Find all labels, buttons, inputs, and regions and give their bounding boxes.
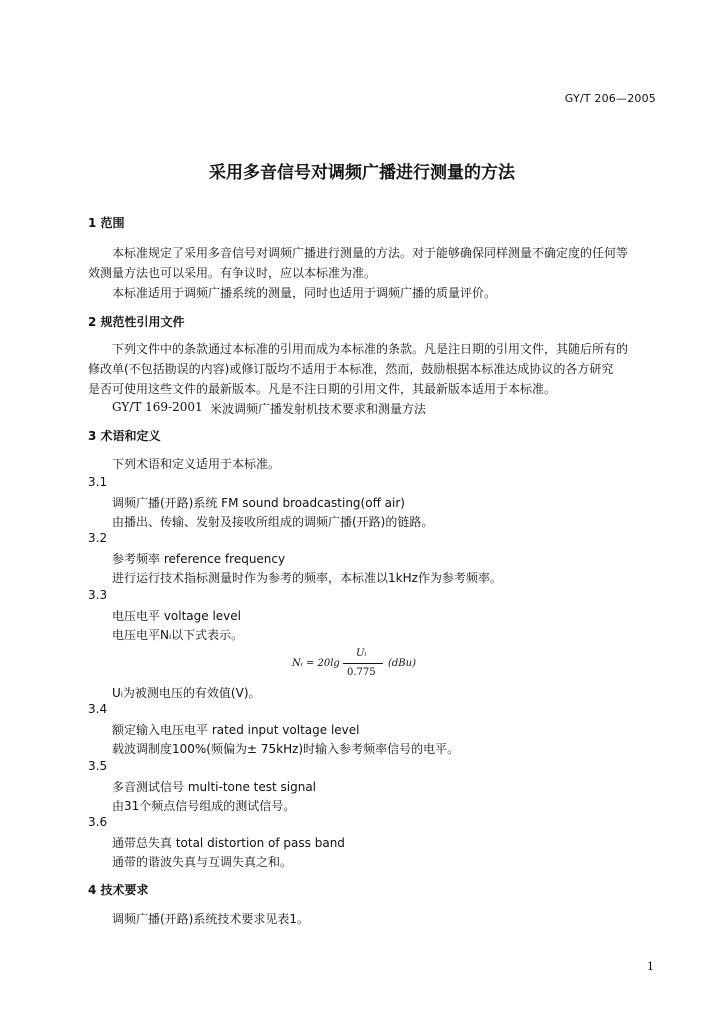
page-number: 1 — [647, 960, 654, 973]
term-3-1-name: 调频广播(开路)系统 FM sound broadcasting(off air) — [112, 496, 405, 510]
term-3-3-definition: 电压电平Nᵢ以下式表示。 — [112, 628, 244, 642]
s2-paragraph-line-3: 是否可使用这些文件的最新版本。凡是不注日期的引用文件，其最新版本适用于本标准。 — [88, 382, 557, 396]
term-3-3-name: 电压电平 voltage level — [112, 609, 242, 623]
s1-paragraph-1-line-1: 本标准规定了采用多音信号对调频广播进行测量的方法。对于能够确保同样测量不确定度的任何等 — [112, 246, 629, 260]
formula-denominator: 0.775 — [347, 667, 376, 678]
standard-number: GY/T 206—2005 — [564, 92, 656, 105]
section-1-heading: 1 范围 — [88, 216, 125, 230]
reference-title: 米波调频广播发射机技术要求和测量方法 — [210, 402, 427, 416]
term-3-6-number: 3.6 — [88, 815, 108, 829]
section-4-heading: 4 技术要求 — [88, 883, 149, 897]
term-3-4-definition: 载波调制度100%(频偏为± 75kHz)时输入参考频率信号的电平。 — [112, 742, 460, 756]
term-3-3-number: 3.3 — [88, 588, 108, 602]
section-3-heading: 3 术语和定义 — [88, 429, 161, 443]
section-2-heading: 2 规范性引用文件 — [88, 315, 185, 329]
formula-numerator: Uᵢ — [356, 648, 367, 659]
term-3-3-note: Uᵢ为被测电压的有效值(V)。 — [112, 686, 261, 700]
formula-fraction-bar — [343, 663, 383, 664]
s1-paragraph-1-line-2: 效测量方法也可以采用。有争议时，应以本标准为准。 — [88, 266, 377, 280]
s2-paragraph-line-1: 下列文件中的条款通过本标准的引用而成为本标准的条款。凡是注日期的引用文件，其随后所有的 — [112, 342, 629, 356]
term-3-2-definition: 进行运行技术指标测量时作为参考的频率，本标准以1kHz作为参考频率。 — [112, 571, 502, 585]
term-3-5-definition: 由31个频点信号组成的测试信号。 — [112, 799, 296, 813]
term-3-4-name: 额定输入电压电平 rated input voltage level — [112, 723, 360, 737]
formula-unit: (dBu) — [388, 658, 416, 669]
term-3-6-name: 通带总失真 total distortion of pass band — [112, 836, 345, 850]
term-3-1-number: 3.1 — [88, 475, 108, 489]
document-title: 采用多音信号对调频广播进行测量的方法 — [209, 163, 515, 183]
term-3-4-number: 3.4 — [88, 702, 108, 716]
term-3-2-number: 3.2 — [88, 531, 108, 545]
term-3-6-definition: 通带的谐波失真与互调失真之和。 — [112, 855, 293, 869]
s2-paragraph-line-2: 修改单(不包括勘误的内容)或修订版均不适用于本标准，然而，鼓励根据本标准达成协议的各方研究 — [88, 362, 614, 376]
reference-code: GY/T 169-2001 — [112, 400, 203, 414]
s4-paragraph: 调频广播(开路)系统技术要求见表1。 — [112, 912, 309, 926]
term-3-5-name: 多音测试信号 multi-tone test signal — [112, 780, 317, 794]
s3-intro: 下列术语和定义适用于本标准。 — [112, 457, 281, 471]
term-3-2-name: 参考频率 reference frequency — [112, 552, 286, 566]
formula-lhs: Nᵢ = 20lg — [292, 658, 340, 669]
s1-paragraph-2: 本标准适用于调频广播系统的测量，同时也适用于调频广播的质量评价。 — [112, 286, 497, 300]
term-3-5-number: 3.5 — [88, 759, 108, 773]
term-3-1-definition: 由播出、传输、发射及接收所组成的调频广播(开路)的链路。 — [112, 515, 434, 529]
